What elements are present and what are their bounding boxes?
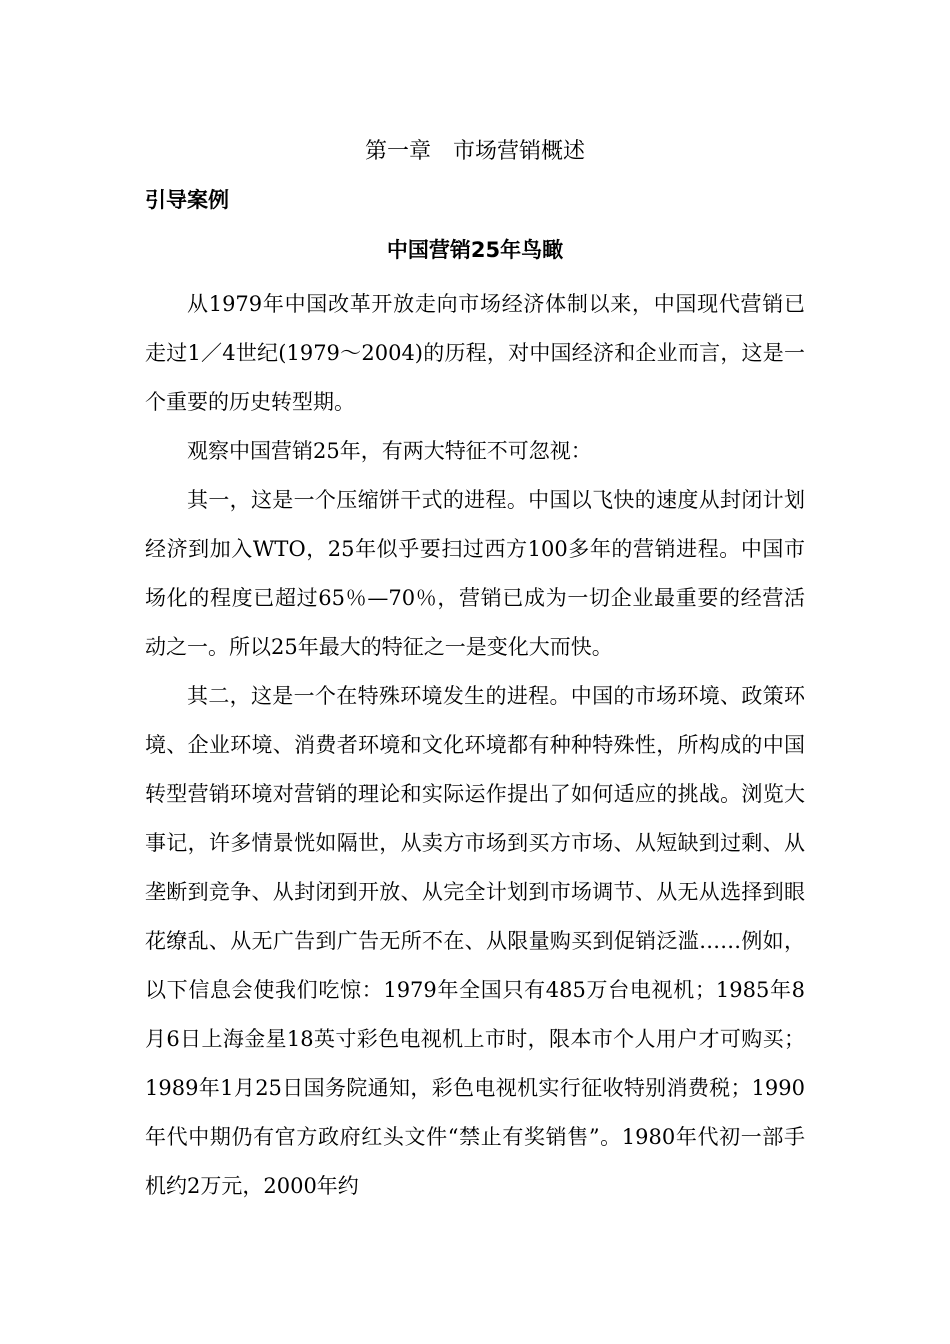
paragraph: 其一，这是一个压缩饼干式的进程。中国以飞快的速度从封闭计划经济到加入WTO，25年似乎要扫过西方100多年的营销进程。中国市场化的程度已超过65％—70％，营销已成为一切企业最重要的经营活动之一。所以25年最大的特征之一是变化大而快。 [145, 488, 805, 659]
paragraph: 观察中国营销25年，有两大特征不可忽视： [187, 439, 592, 463]
case-title: 中国营销25年鸟瞰 [386, 238, 564, 262]
section-heading: 引导案例 [145, 188, 229, 212]
chapter-title: 第一章 市场营销概述 [364, 139, 585, 164]
paragraph: 其二，这是一个在特殊环境发生的进程。中国的市场环境、政策环境、企业环境、消费者环境和文化环境都有种种特殊性，所构成的中国转型营销环境对营销的理论和实际运作提出了如何适应的挑战。浏览大事记，许多情景恍如隔世，从卖方市场到买方市场、从短缺到过剩、从垄断到竞争、从封闭到开放、从完全计划到市场调节、从无从选择到眼花缭乱、从无广告到广告无所不在、从限量购买到促销泛滥……例如，以下信息会使我们吃惊：1979年全国只有485万台电视机；1985年8月6日上海金星18英寸彩色电视机上市时，限本市个人用户才可购买；1989年1月25日国务院通知，彩色电视机实行征收特别消费税；1990年代中期仍有官方政府红头文件“禁止有奖销售”。1980年代初一部手机约2万元，2000年约 [145, 684, 805, 1198]
body-text [145, 280, 805, 1211]
paragraph: 从1979年中国改革开放走向市场经济体制以来，中国现代营销已走过1／4世纪(1979～2004)的历程，对中国经济和企业而言，这是一个重要的历史转型期。 [145, 292, 805, 414]
